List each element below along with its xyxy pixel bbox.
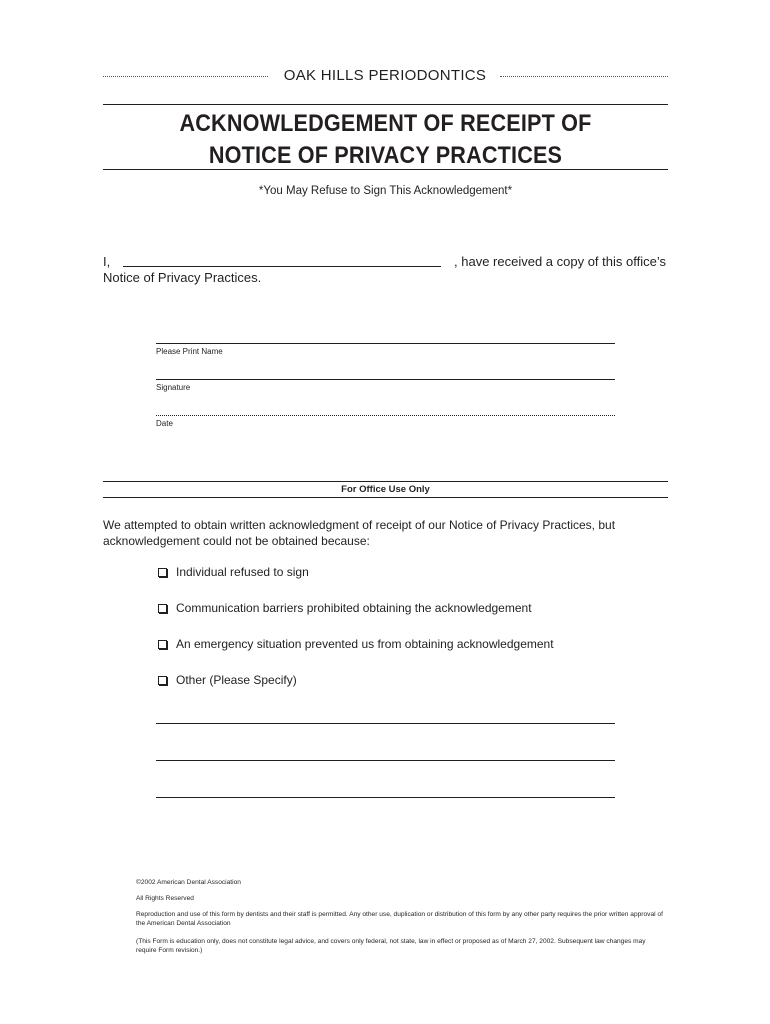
header-rule-right — [500, 76, 668, 77]
option-refused[interactable] — [158, 565, 309, 579]
option-other[interactable] — [158, 673, 297, 687]
office-use-top-rule — [103, 481, 668, 482]
title-top-rule — [103, 104, 668, 105]
specify-line-1[interactable] — [156, 723, 615, 724]
print-name-field[interactable] — [156, 343, 615, 344]
checkbox-icon[interactable] — [158, 640, 167, 649]
print-name-label: Please Print Name — [156, 347, 223, 356]
acknowledgement-line2: Notice of Privacy Practices. — [103, 270, 262, 285]
refuse-note: *You May Refuse to Sign This Acknowledgement* — [258, 185, 513, 197]
checkbox-icon[interactable] — [158, 604, 167, 613]
checkbox-icon[interactable] — [158, 568, 167, 577]
specify-line-3[interactable] — [156, 797, 615, 798]
form-title-line1: ACKNOWLEDGEMENT OF RECEIPT OF — [179, 110, 592, 137]
signature-label: Signature — [156, 383, 191, 392]
specify-line-2[interactable] — [156, 760, 615, 761]
footer-copyright: ©2002 American Dental Association — [136, 879, 241, 886]
acknowledgement-statement — [103, 254, 666, 269]
footer-reproduction: Reproduction and use of this form by dentists and their staff is permitted. Any other use, duplication or distribution of this form by any other party requires the prior written approval of the American Dental Association — [136, 911, 663, 927]
option-emergency[interactable] — [158, 637, 554, 651]
option-communication-barriers[interactable] — [158, 601, 532, 615]
office-use-bottom-rule — [103, 497, 668, 498]
office-use-heading: For Office Use Only — [341, 484, 430, 495]
option-label: Individual refused to sign — [176, 565, 309, 579]
option-label: An emergency situation prevented us from obtaining acknowledgement — [176, 637, 554, 651]
header-rule-left — [103, 76, 268, 77]
form-title-line2: NOTICE OF PRIVACY PRACTICES — [208, 142, 563, 169]
practice-name: OAK HILLS PERIODONTICS — [283, 67, 487, 84]
signature-field[interactable] — [156, 379, 615, 380]
patient-name-blank[interactable] — [123, 254, 441, 267]
option-label: Communication barriers prohibited obtaining the acknowledgement — [176, 601, 532, 615]
date-field[interactable] — [156, 415, 615, 416]
checkbox-icon[interactable] — [158, 676, 167, 685]
footer-rights: All Rights Reserved — [136, 895, 194, 902]
title-bottom-rule — [103, 169, 668, 170]
date-label: Date — [156, 419, 173, 428]
acknowledgement-suffix: , have received a copy of this office’s — [454, 254, 666, 269]
form-title — [131, 108, 640, 172]
office-use-paragraph: We attempted to obtain written acknowledgment of receipt of our Notice of Privacy Practices, but acknowledgement could not be obtained because: — [103, 518, 616, 548]
acknowledgement-prefix: I, — [103, 254, 111, 269]
footer-disclaimer: (This Form is education only, does not constitute legal advice, and covers only federal, not state, law in effect or proposed as of March 27, 2002. Subsequent law changes may require Form revision.) — [136, 938, 646, 954]
option-label: Other (Please Specify) — [176, 673, 297, 687]
